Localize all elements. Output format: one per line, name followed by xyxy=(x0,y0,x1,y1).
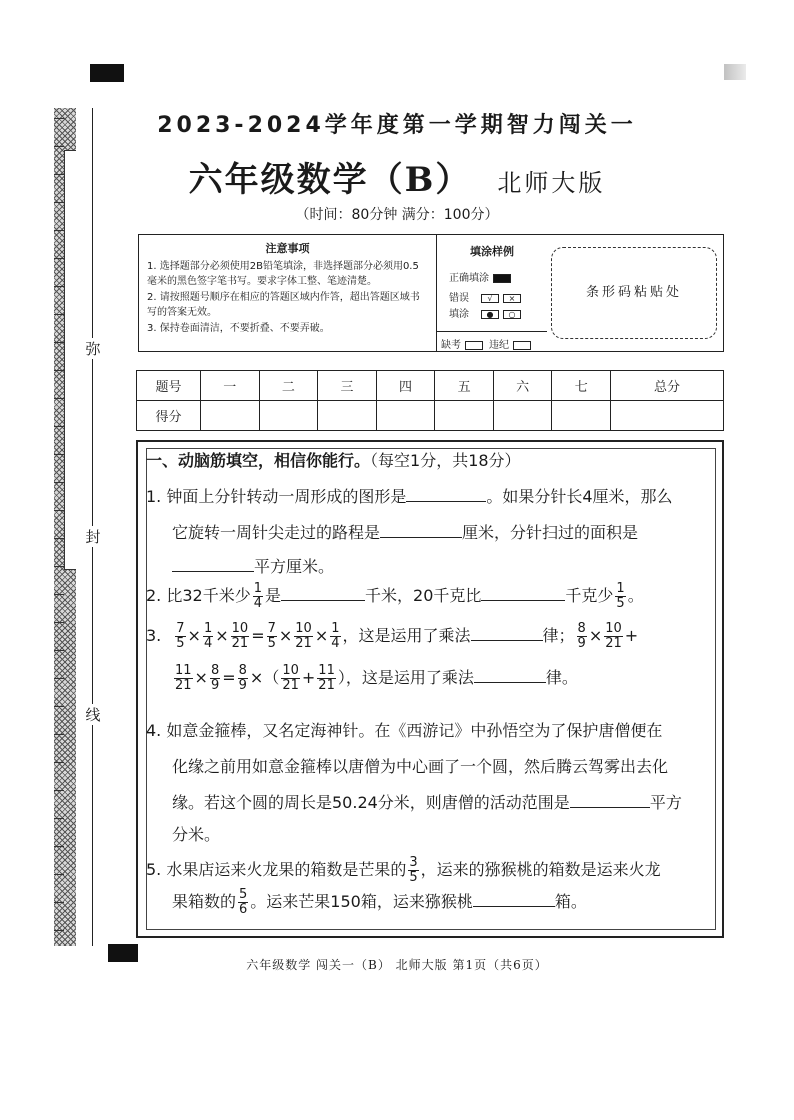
denominator: 6 xyxy=(239,902,248,917)
q4-line-4: 分米。 xyxy=(172,825,221,844)
numerator: 7 xyxy=(267,621,276,636)
denominator: 9 xyxy=(210,678,220,693)
binding-char-mi: 弥 xyxy=(85,340,101,358)
binding-tick xyxy=(54,146,64,147)
wrong-fill-row xyxy=(449,289,521,304)
q5-line-2 xyxy=(172,888,587,917)
notice-heading: 注意事项 xyxy=(265,242,310,255)
score-table-header-row xyxy=(137,371,724,401)
q4-text: 缘。若这个圆的周长是50.24分米，则唐僧的活动范围是 xyxy=(172,793,570,812)
score-header-4: 四 xyxy=(376,371,435,401)
wrong-fill-label-1: 错误 xyxy=(449,293,469,304)
notice-item-3: 3. 保持卷面清洁，不要折叠、不要弄破。 xyxy=(147,322,330,334)
q3-text: 律； xyxy=(542,626,575,645)
binding-tick xyxy=(54,818,64,819)
score-header-7: 七 xyxy=(552,371,611,401)
numerator: 8 xyxy=(238,663,247,678)
q1-blank-1[interactable] xyxy=(406,501,486,502)
q1-text: 1. 钟面上分针转动一周形成的图形是 xyxy=(146,487,407,506)
fraction xyxy=(267,622,277,651)
binding-tick xyxy=(54,510,64,511)
section-1-title xyxy=(146,448,521,471)
score-cell[interactable] xyxy=(435,401,494,431)
q3-number: 3. xyxy=(146,626,162,645)
q5-text: 果箱数的 xyxy=(172,892,237,911)
q1-line-3 xyxy=(172,554,334,577)
q1-text: 它旋转一周针尖走过的路程是 xyxy=(172,523,381,542)
binding-tick xyxy=(54,594,64,595)
fraction xyxy=(238,888,248,917)
correct-fill-label: 正确填涂 xyxy=(449,273,489,284)
section-1-heading: 一、动脑筋填空，相信你能行。 xyxy=(146,451,371,470)
notice-item-1: 1. 选择题部分必须使用2B铅笔填涂，非选择题部分必须用0.5毫米的黑色签字笔书写。要求字体工整、笔迹清楚。 xyxy=(147,260,419,287)
denominator: 21 xyxy=(605,636,622,651)
q4-line-1: 4. 如意金箍棒，又名定海神针。在《西游记》中孙悟空为了保护唐僧便在 xyxy=(146,721,663,740)
q1-text: 。如果分针长4厘米，那么 xyxy=(486,487,673,506)
absent-label: 缺考 xyxy=(441,340,461,351)
q5-blank[interactable] xyxy=(473,906,555,907)
binding-tick xyxy=(54,202,64,203)
times-sign: × xyxy=(215,626,229,645)
exam-title: 2023-2024学年度第一学期智力闯关一 xyxy=(157,113,637,138)
denominator: 4 xyxy=(253,596,262,611)
q3-line-2 xyxy=(172,664,578,693)
binding-tick xyxy=(54,426,64,427)
denominator: 5 xyxy=(267,636,276,651)
numerator: 7 xyxy=(176,621,185,636)
denominator: 21 xyxy=(175,678,192,693)
q1-line-1 xyxy=(146,484,673,507)
score-header-label: 题号 xyxy=(137,371,201,401)
section-1-points: （每空1分，共18分） xyxy=(370,451,521,470)
equals-sign: = xyxy=(251,626,265,645)
denominator: 9 xyxy=(238,678,247,693)
binding-tick xyxy=(54,650,64,651)
binding-tick xyxy=(54,230,64,231)
numerator: 8 xyxy=(210,663,220,678)
fraction xyxy=(175,622,185,651)
score-cell[interactable] xyxy=(552,401,611,431)
numerator: 1 xyxy=(253,581,262,596)
numerator: 10 xyxy=(295,621,312,636)
numerator: 10 xyxy=(231,621,249,636)
subject-title xyxy=(0,152,794,201)
subject-name: 六年级数学（B） xyxy=(188,160,472,200)
fraction xyxy=(317,664,336,693)
binding-tick xyxy=(54,370,64,371)
binding-tick xyxy=(54,762,64,763)
q5-text: ，运来的猕猴桃的箱数是运来火龙 xyxy=(420,860,661,879)
denominator: 5 xyxy=(616,596,625,611)
alignment-mark-top xyxy=(90,64,124,82)
q2-text: 是 xyxy=(265,586,282,605)
numerator: 1 xyxy=(203,621,213,636)
denominator: 5 xyxy=(409,870,418,885)
binding-tick xyxy=(54,538,64,539)
notice-box xyxy=(138,234,724,352)
binding-tick xyxy=(54,482,64,483)
dot-swatch-icon: ● xyxy=(481,310,499,319)
absent-checkbox[interactable] xyxy=(465,341,483,350)
denominator: 21 xyxy=(231,636,249,651)
plus-sign: + xyxy=(301,668,316,687)
score-row-label: 得分 xyxy=(137,401,201,431)
binding-tick xyxy=(54,258,64,259)
binding-tick xyxy=(54,342,64,343)
violation-label: 违纪 xyxy=(489,340,509,351)
denominator: 21 xyxy=(295,636,312,651)
binding-char-xian: 线 xyxy=(85,706,101,724)
q2-text: 2. 比32千米少 xyxy=(146,586,251,605)
fraction xyxy=(577,622,587,651)
fraction xyxy=(231,622,250,651)
binding-tick xyxy=(54,566,64,567)
score-table-score-row xyxy=(137,401,724,431)
numerator: 1 xyxy=(616,581,625,596)
numerator: 8 xyxy=(577,621,586,636)
score-header-2: 二 xyxy=(259,371,318,401)
score-cell[interactable] xyxy=(201,401,260,431)
fraction xyxy=(253,582,263,611)
q5-text: 。运来芒果150箱，运来猕猴桃 xyxy=(250,892,473,911)
q2-text: 千克少 xyxy=(565,586,614,605)
time-info: （时间：80分钟 满分：100分） xyxy=(295,207,499,223)
numerator: 11 xyxy=(318,663,335,678)
denominator: 4 xyxy=(331,636,340,651)
score-cell[interactable] xyxy=(318,401,377,431)
binding-tick xyxy=(54,734,64,735)
score-header-1: 一 xyxy=(201,371,260,401)
binding-tick xyxy=(54,286,64,287)
score-cell-total[interactable] xyxy=(611,401,724,431)
q3-blank-1[interactable] xyxy=(471,640,543,641)
binding-tick xyxy=(54,678,64,679)
binding-char-feng: 封 xyxy=(85,528,101,546)
wrong-fill-label-2: 填涂 xyxy=(449,309,469,320)
q2-line xyxy=(146,582,644,611)
notice-item-2: 2. 请按照题号顺序在相应的答题区域内作答，超出答题区域书写的答案无效。 xyxy=(147,291,420,318)
fraction xyxy=(210,664,220,693)
score-header-total: 总分 xyxy=(611,371,724,401)
q4-text: 平方 xyxy=(649,793,682,812)
binding-tick xyxy=(54,454,64,455)
wrong-fill-row-2 xyxy=(449,305,521,320)
q2-text: 千米，20千克比 xyxy=(365,586,482,605)
q3-text: ，这是运用了乘法 xyxy=(342,626,471,645)
denominator: 5 xyxy=(176,636,185,651)
score-header-5: 五 xyxy=(435,371,494,401)
numerator: 10 xyxy=(605,621,622,636)
numerator: 11 xyxy=(175,663,192,678)
violation-checkbox[interactable] xyxy=(513,341,531,350)
q5-text: 5. 水果店运来火龙果的箱数是芒果的 xyxy=(146,860,407,879)
q1-line-2 xyxy=(172,520,638,543)
q1-text: 厘米，分针扫过的面积是 xyxy=(462,523,639,542)
binding-tick xyxy=(54,846,64,847)
fraction xyxy=(604,622,623,651)
absent-row xyxy=(437,331,547,351)
binding-tick xyxy=(54,874,64,875)
binding-tick xyxy=(54,622,64,623)
notice-instructions xyxy=(139,235,437,351)
correct-fill-row xyxy=(449,269,511,284)
fill-sample xyxy=(437,235,547,351)
scan-smudge xyxy=(724,64,746,80)
binding-tick xyxy=(54,930,64,931)
q2-blank-1[interactable] xyxy=(281,600,365,601)
q5-line-1 xyxy=(146,856,661,885)
q3-text: ），这是运用了乘法 xyxy=(337,668,474,687)
score-cell[interactable] xyxy=(259,401,318,431)
fraction xyxy=(330,622,340,651)
q1-text: 平方厘米。 xyxy=(254,557,335,576)
equals-sign: = xyxy=(222,668,236,687)
q3-line-1 xyxy=(146,622,638,651)
fraction xyxy=(294,622,313,651)
binding-tick xyxy=(54,790,64,791)
cross-swatch-icon: × xyxy=(503,294,521,303)
fraction xyxy=(238,664,248,693)
score-header-6: 六 xyxy=(493,371,552,401)
times-sign: × xyxy=(314,626,329,645)
circle-swatch-icon: ○ xyxy=(503,310,521,319)
q4-line-3 xyxy=(172,790,682,813)
numerator: 1 xyxy=(331,621,340,636)
numerator: 3 xyxy=(409,855,418,870)
fraction xyxy=(174,664,193,693)
q3-blank-2[interactable] xyxy=(474,682,546,683)
score-table xyxy=(136,370,724,431)
page-footer: 六年级数学 闯关一（B） 北师大版 第1页（共6页） xyxy=(246,958,548,972)
times-sign: × xyxy=(194,668,208,687)
times-sign: × xyxy=(588,626,603,645)
fill-sample-heading: 填涂样例 xyxy=(470,245,514,258)
binding-tick xyxy=(54,314,64,315)
binding-tick xyxy=(54,398,64,399)
binding-tick xyxy=(54,902,64,903)
edition-label: 北师大版 xyxy=(497,169,606,197)
q5-text: 箱。 xyxy=(554,892,587,911)
denominator: 21 xyxy=(318,678,335,693)
denominator: 21 xyxy=(282,678,299,693)
times-sign: × xyxy=(278,626,293,645)
plus-sign: + xyxy=(624,626,639,645)
score-header-3: 三 xyxy=(318,371,377,401)
score-cell[interactable] xyxy=(493,401,552,431)
q1-blank-2[interactable] xyxy=(380,537,462,538)
binding-tick xyxy=(54,706,64,707)
times-sign: × xyxy=(187,626,201,645)
q3-text: ×（ xyxy=(249,668,280,687)
barcode-area: 条形码粘贴处 xyxy=(551,247,717,339)
fraction xyxy=(203,622,213,651)
fraction xyxy=(408,856,418,885)
denominator: 4 xyxy=(203,636,213,651)
q1-blank-3[interactable] xyxy=(172,571,254,572)
fraction xyxy=(281,664,300,693)
numerator: 5 xyxy=(239,887,248,902)
q2-blank-2[interactable] xyxy=(481,600,565,601)
fraction xyxy=(615,582,625,611)
score-cell[interactable] xyxy=(376,401,435,431)
filled-swatch-icon xyxy=(493,274,511,283)
q2-text: 。 xyxy=(627,586,644,605)
q4-blank[interactable] xyxy=(570,807,650,808)
numerator: 10 xyxy=(282,663,299,678)
check-swatch-icon: √ xyxy=(481,294,499,303)
q3-text: 律。 xyxy=(545,668,578,687)
denominator: 9 xyxy=(577,636,586,651)
q4-line-2: 化缘之前用如意金箍棒以唐僧为中心画了一个圆，然后腾云驾雾出去化 xyxy=(172,757,669,776)
